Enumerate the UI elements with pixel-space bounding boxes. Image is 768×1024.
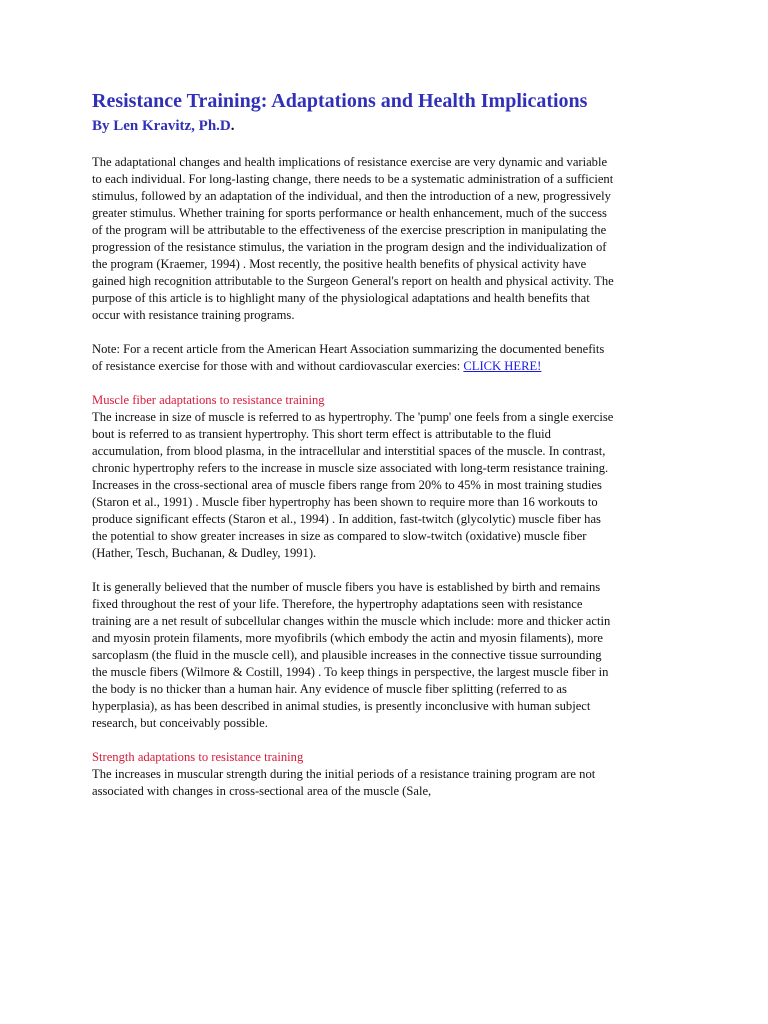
article-title: Resistance Training: Adaptations and Health Implications [92,90,588,112]
note-text: Note: For a recent article from the American Heart Association summarizing the documented benefits of resistance exercise for those with and without cardiovascular exercies: [92,342,605,373]
article [92,88,614,800]
muscle-fiber-paragraph-2: It is generally believed that the number of muscle fibers you have is established by birth and remains fixed throughout the rest of your life. Therefore, the hypertrophy adaptations seen with resistance training are a net result of subcellular changes within the muscle which include: more and thicker actin and myosin protein filaments, more myofibrils (which embody the actin and myosin filaments), more sarcoplasm (the fluid in the muscle cell), and plausible increases in the connective tissue surrounding the muscle fibers (Wilmore & Costill, 1994) . To keep things in perspective, the largest muscle fiber in the body is no thicker than a human hair. Any evidence of muscle fiber splitting (referred to as hyperplasia), as has been described in animal studies, is presently inconclusive with human subject research, but conceivably possible. [92,580,611,730]
strength-paragraph-1: The increases in muscular strength during the initial periods of a resistance training program are not associated with changes in cross-sectional area of the muscle (Sale, [92,767,596,798]
click-here-link[interactable]: CLICK HERE! [463,359,542,373]
intro-paragraph: The adaptational changes and health implications of resistance exercise are very dynamic and variable to each individual. For long-lasting change, there needs to be a systematic administration of a sufficient stimulus, followed by an adaptation of the individual, and then the introduction of a new, progressively greater stimulus. Whether training for sports performance or health enhancement, much of the success of the program will be attributable to the effectiveness of the exercise prescription in manipulating the progression of the resistance stimulus, the variation in the program design and the individualization of the program (Kraemer, 1994) . Most recently, the positive health benefits of physical activity have gained high recognition attributable to the Surgeon General's report on health and physical activity. The purpose of this article is to highlight many of the physiological adaptations and health benefits that occur with resistance training programs. [92,155,614,322]
article-byline [92,116,614,136]
note-paragraph [92,341,614,375]
section-heading-muscle-fiber: Muscle fiber adaptations to resistance training [92,393,325,407]
byline-period: . [230,118,235,134]
byline-text: By Len Kravitz, Ph.D [92,118,231,134]
muscle-fiber-paragraph-1: The increase in size of muscle is referred to as hypertrophy. The 'pump' one feels from a single exercise bout is referred to as transient hypertrophy. This short term effect is attributable to the fluid accumulation, from blood plasma, in the intracellular and interstitial spaces of the muscle. In contrast, chronic hypertrophy refers to the increase in muscle size associated with long-term resistance training. Increases in the cross-sectional area of muscle fibers range from 20% to 45% in most training studies (Staron et al., 1991) . Muscle fiber hypertrophy has been shown to require more than 16 workouts to produce significant effects (Staron et al., 1994) . In addition, fast-twitch (glycolytic) muscle fiber has the potential to show greater increases in size as compared to slow-twitch (oxidative) muscle fiber (Hather, Tesch, Buchanan, & Dudley, 1991). [92,410,614,560]
section-heading-strength: Strength adaptations to resistance training [92,750,304,764]
